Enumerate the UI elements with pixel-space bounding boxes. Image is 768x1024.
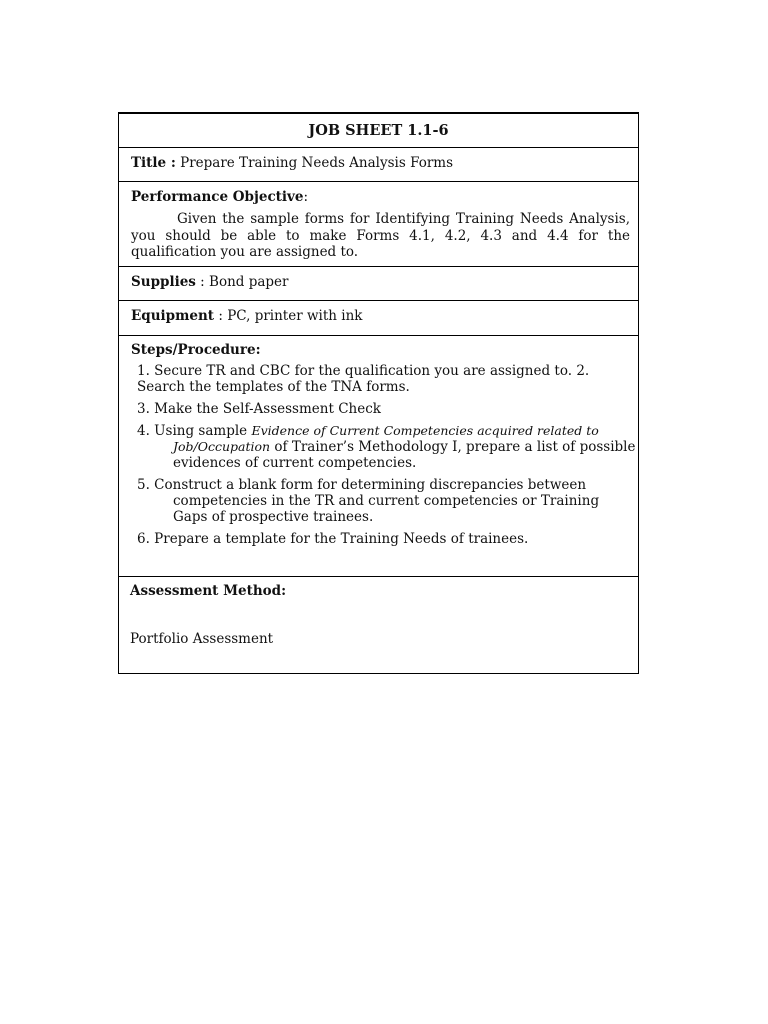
- performance-objective-label: Performance Objective: [131, 189, 304, 205]
- job-sheet-table: [118, 112, 639, 674]
- performance-objective-row: Performance Objective: Given the sample forms for Identifying Training Needs Analysis, you should be able to make Forms 4.1, 4.2, 4.3 and 4.4 for the qualification you are assigned to.: [119, 182, 638, 267]
- step-text: of Trainer’s Methodology I, prepare a list of possible: [270, 439, 636, 455]
- list-item: [137, 401, 638, 417]
- assessment-method-row: [119, 577, 638, 673]
- step-reference-title: Job/Occupation: [173, 439, 271, 454]
- step-text: evidences of current competencies.: [173, 455, 417, 471]
- equipment-label: Equipment: [131, 308, 215, 324]
- title-value: Prepare Training Needs Analysis Forms: [180, 155, 454, 171]
- title-row: [119, 148, 638, 182]
- performance-objective-text: Given the sample forms for Identifying Training Needs Analysis, you should be able to make Forms 4.1, 4.2, 4.3 and 4.4 for the qualification you are assigned to.: [131, 211, 630, 260]
- step-text: competencies in the TR and current competencies or Training: [173, 493, 600, 509]
- steps-procedure-row: [119, 336, 638, 577]
- equipment-value: PC, printer with ink: [227, 308, 363, 324]
- job-sheet-heading-row: [119, 114, 638, 148]
- equipment-row: Equipment : PC, printer with ink: [119, 301, 638, 336]
- step-text: Search the templates of the TNA forms.: [137, 379, 410, 395]
- step-text: 6. Prepare a template for the Training Needs of trainees.: [137, 531, 529, 547]
- step-text: 3. Make the Self-Assessment Check: [137, 401, 381, 417]
- step-reference-title: Evidence of Current Competencies acquired related to: [251, 423, 599, 438]
- steps-procedure-label: Steps/Procedure:: [131, 342, 261, 358]
- assessment-method-value: Portfolio Assessment: [130, 631, 274, 647]
- step-text: 1. Secure TR and CBC for the qualification you are assigned to. 2.: [137, 363, 590, 379]
- step-text: Gaps of prospective trainees.: [173, 509, 374, 525]
- list-item: [137, 531, 638, 547]
- list-item: [137, 423, 638, 471]
- step-text: 4. Using sample: [137, 423, 252, 439]
- job-sheet-heading: JOB SHEET 1.1-6: [308, 121, 449, 139]
- step-text: 5. Construct a blank form for determining discrepancies between: [137, 477, 587, 493]
- steps-list: [131, 363, 638, 547]
- supplies-row: Supplies : Bond paper: [119, 267, 638, 301]
- supplies-value: Bond paper: [209, 274, 289, 290]
- supplies-label: Supplies: [131, 274, 196, 290]
- title-label: Title :: [131, 155, 176, 171]
- assessment-method-label: Assessment Method:: [130, 583, 287, 599]
- list-item: [137, 363, 638, 395]
- list-item: [137, 477, 638, 525]
